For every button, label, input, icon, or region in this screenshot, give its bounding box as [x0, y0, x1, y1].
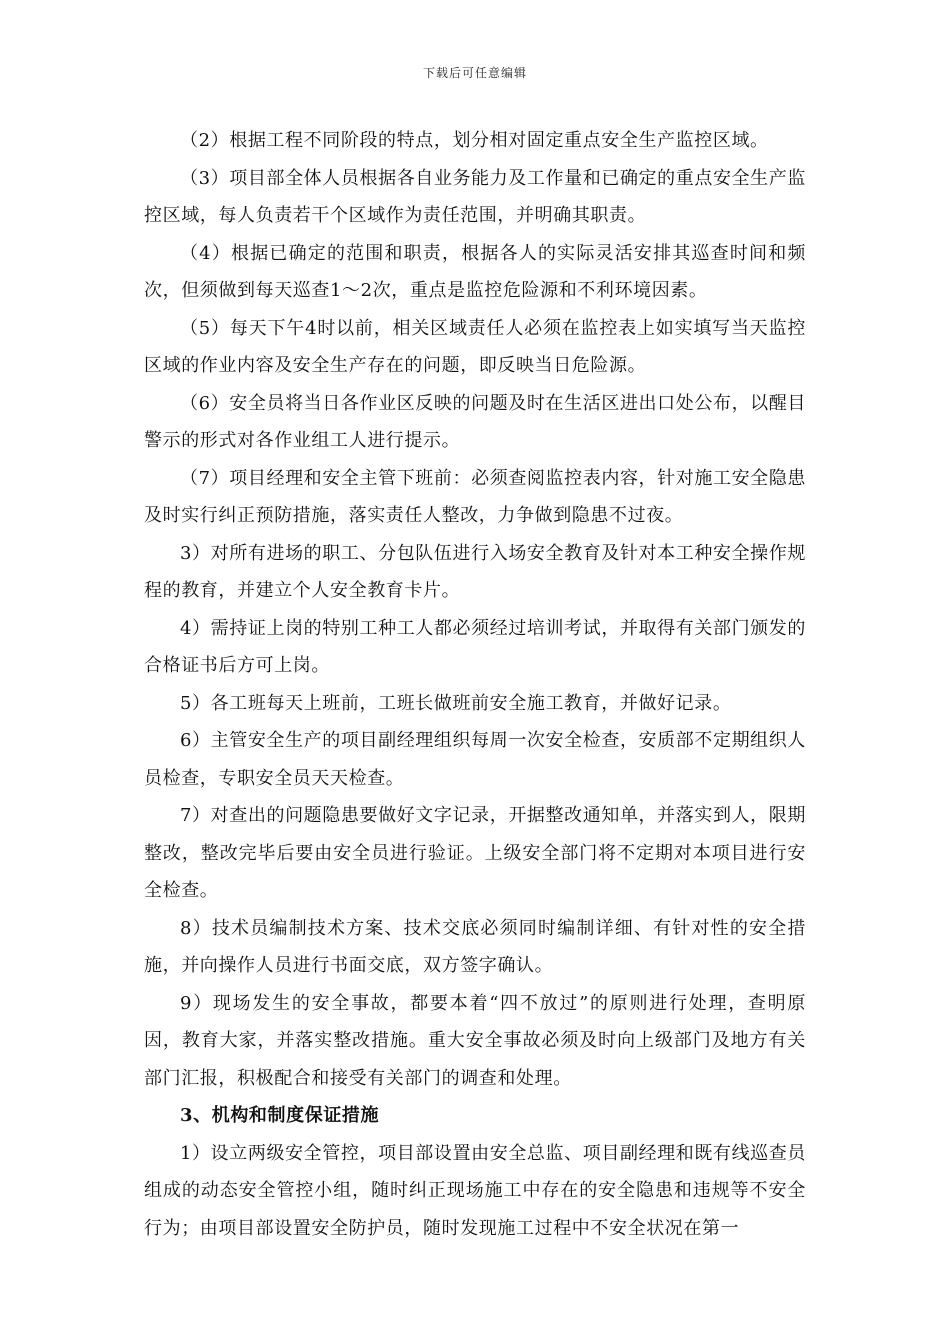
document-body [144, 122, 806, 1247]
paragraph: 5）各工班每天上班前，工班长做班前安全施工教育，并做好记录。 [180, 692, 732, 714]
paragraph: 9）现场发生的安全事故，都要本着“四不放过”的原则进行处理，查明原因，教育大家，并落实整改措施。重大安全事故必须及时向上级部门及地方有关部门汇报，积极配合和接受有关部门的调查和处理。 [144, 992, 806, 1089]
paragraph: 3）对所有进场的职工、分包队伍进行入场安全教育及针对本工种安全操作规程的教育，并建立个人安全教育卡片。 [144, 542, 806, 601]
paragraph: （5）每天下午4时以前，相关区域责任人必须在监控表上如实填写当天监控区域的作业内容及安全生产存在的问题，即反映当日危险源。 [144, 317, 806, 376]
section-heading: 3、机构和制度保证措施 [180, 1105, 380, 1126]
paragraph: （2）根据工程不同阶段的特点，划分相对固定重点安全生产监控区域。 [180, 130, 769, 151]
paragraph: （4）根据已确定的范围和职责，根据各人的实际灵活安排其巡查时间和频次，但须做到每天巡查1～2次，重点是监控危险源和不利环境因素。 [144, 242, 806, 301]
page-header: 下载后可任意编辑 [422, 66, 527, 80]
paragraph: 6）主管安全生产的项目副经理组织每周一次安全检查，安质部不定期组织人员检查，专职安全员天天检查。 [144, 730, 806, 789]
paragraph: （6）安全员将当日各作业区反映的问题及时在生活区进出口处公布，以醒目警示的形式对各作业组工人进行提示。 [144, 392, 806, 451]
paragraph: （7）项目经理和安全主管下班前：必须查阅监控表内容，针对施工安全隐患及时实行纠正预防措施，落实责任人整改，力争做到隐患不过夜。 [144, 467, 806, 526]
paragraph: 1）设立两级安全管控，项目部设置由安全总监、项目副经理和既有线巡查员组成的动态安全管控小组，随时纠正现场施工中存在的安全隐患和违规等不安全行为；由项目部设置安全防护员，随时发现施工过程中不安全状况在第一 [144, 1142, 806, 1239]
paragraph: （3）项目部全体人员根据各自业务能力及工作量和已确定的重点安全生产监控区域，每人负责若干个区域作为责任范围，并明确其职责。 [144, 167, 806, 226]
paragraph: 8）技术员编制技术方案、技术交底必须同时编制详细、有针对性的安全措施，并向操作人员进行书面交底，双方签字确认。 [144, 917, 806, 976]
paragraph: 7）对查出的问题隐患要做好文字记录，开据整改通知单，并落实到人，限期整改，整改完毕后要由安全员进行验证。上级安全部门将不定期对本项目进行安全检查。 [144, 805, 806, 901]
paragraph: 4）需持证上岗的特别工种工人都必须经过培训考试，并取得有关部门颁发的合格证书后方可上岗。 [144, 617, 806, 676]
